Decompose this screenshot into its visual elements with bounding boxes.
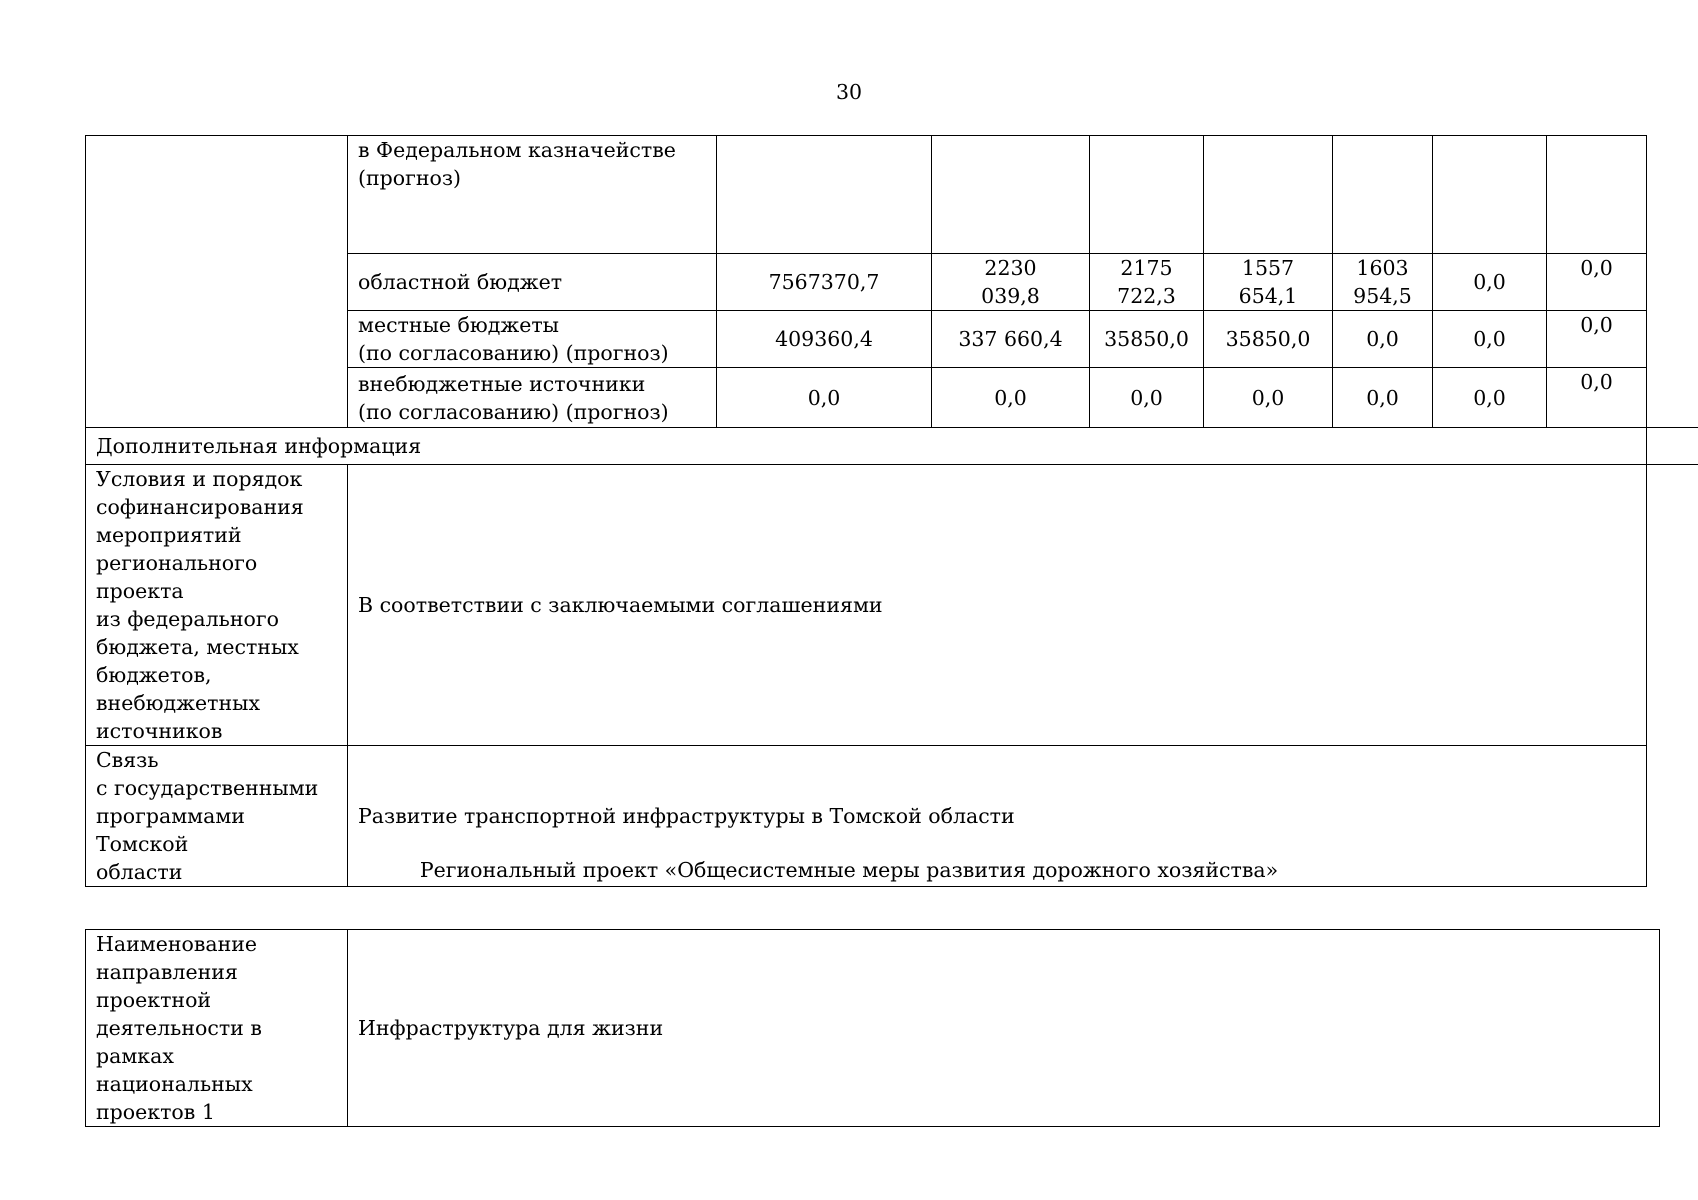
funding-row-treasury	[86, 136, 1698, 254]
funding-value: 2230 039,8	[932, 254, 1090, 311]
cofinancing-label: Условия и порядок софинансирования мероприятий регионального проекта из федерального бюджета, местных бюджетов, внебюджетных источников	[86, 465, 348, 746]
cofinancing-value: В соответствии с заключаемыми соглашениями	[348, 465, 1647, 746]
funding-value: 0,0	[1333, 311, 1433, 368]
direction-label: Наименование направления проектной деятельности в рамках национальных проектов 1	[86, 930, 348, 1127]
funding-value: 0,0	[1333, 368, 1433, 428]
additional-info-overflow-cell	[1647, 428, 1698, 465]
funding-value: 0,0	[1204, 368, 1333, 428]
funding-value: 0,0	[1433, 311, 1547, 368]
funding-value: 35850,0	[1090, 311, 1204, 368]
funding-table	[85, 135, 1698, 887]
funding-value: 0,0	[717, 368, 932, 428]
program-link-value: Развитие транспортной инфраструктуры в Томской области	[348, 746, 1647, 887]
funding-value: 1603 954,5	[1333, 254, 1433, 311]
funding-row-label: внебюджетные источники (по согласованию) (прогноз)	[348, 368, 717, 428]
project-table	[85, 929, 1660, 1127]
funding-value: 0,0	[1090, 368, 1204, 428]
funding-value: 1557 654,1	[1204, 254, 1333, 311]
additional-info-row	[86, 428, 1698, 465]
funding-value: 0,0	[1433, 368, 1547, 428]
funding-value: 0,0	[1433, 254, 1547, 311]
cofinancing-row	[86, 465, 1698, 746]
direction-row	[86, 930, 1660, 1127]
funding-value: 409360,4	[717, 311, 932, 368]
direction-value: Инфраструктура для жизни	[348, 930, 1660, 1127]
funding-value: 0,0	[1547, 311, 1647, 368]
funding-value: 337 660,4	[932, 311, 1090, 368]
funding-value: 0,0	[932, 368, 1090, 428]
funding-row-label: областной бюджет	[348, 254, 717, 311]
funding-value: 2175 722,3	[1090, 254, 1204, 311]
funding-empty-cell	[86, 136, 348, 428]
funding-row-label: в Федеральном казначействе (прогноз)	[348, 136, 717, 254]
funding-value: 7567370,7	[717, 254, 932, 311]
page-number: 30	[835, 80, 863, 104]
section-title: Региональный проект «Общесистемные меры развития дорожного хозяйства»	[419, 858, 1279, 882]
additional-info-heading: Дополнительная информация	[86, 428, 1647, 465]
funding-value: 0,0	[1547, 368, 1647, 428]
program-link-label: Связь с государственными программами Томской области	[86, 746, 348, 887]
funding-row-label: местные бюджеты (по согласованию) (прогноз)	[348, 311, 717, 368]
funding-value: 35850,0	[1204, 311, 1333, 368]
funding-value: 0,0	[1547, 254, 1647, 311]
